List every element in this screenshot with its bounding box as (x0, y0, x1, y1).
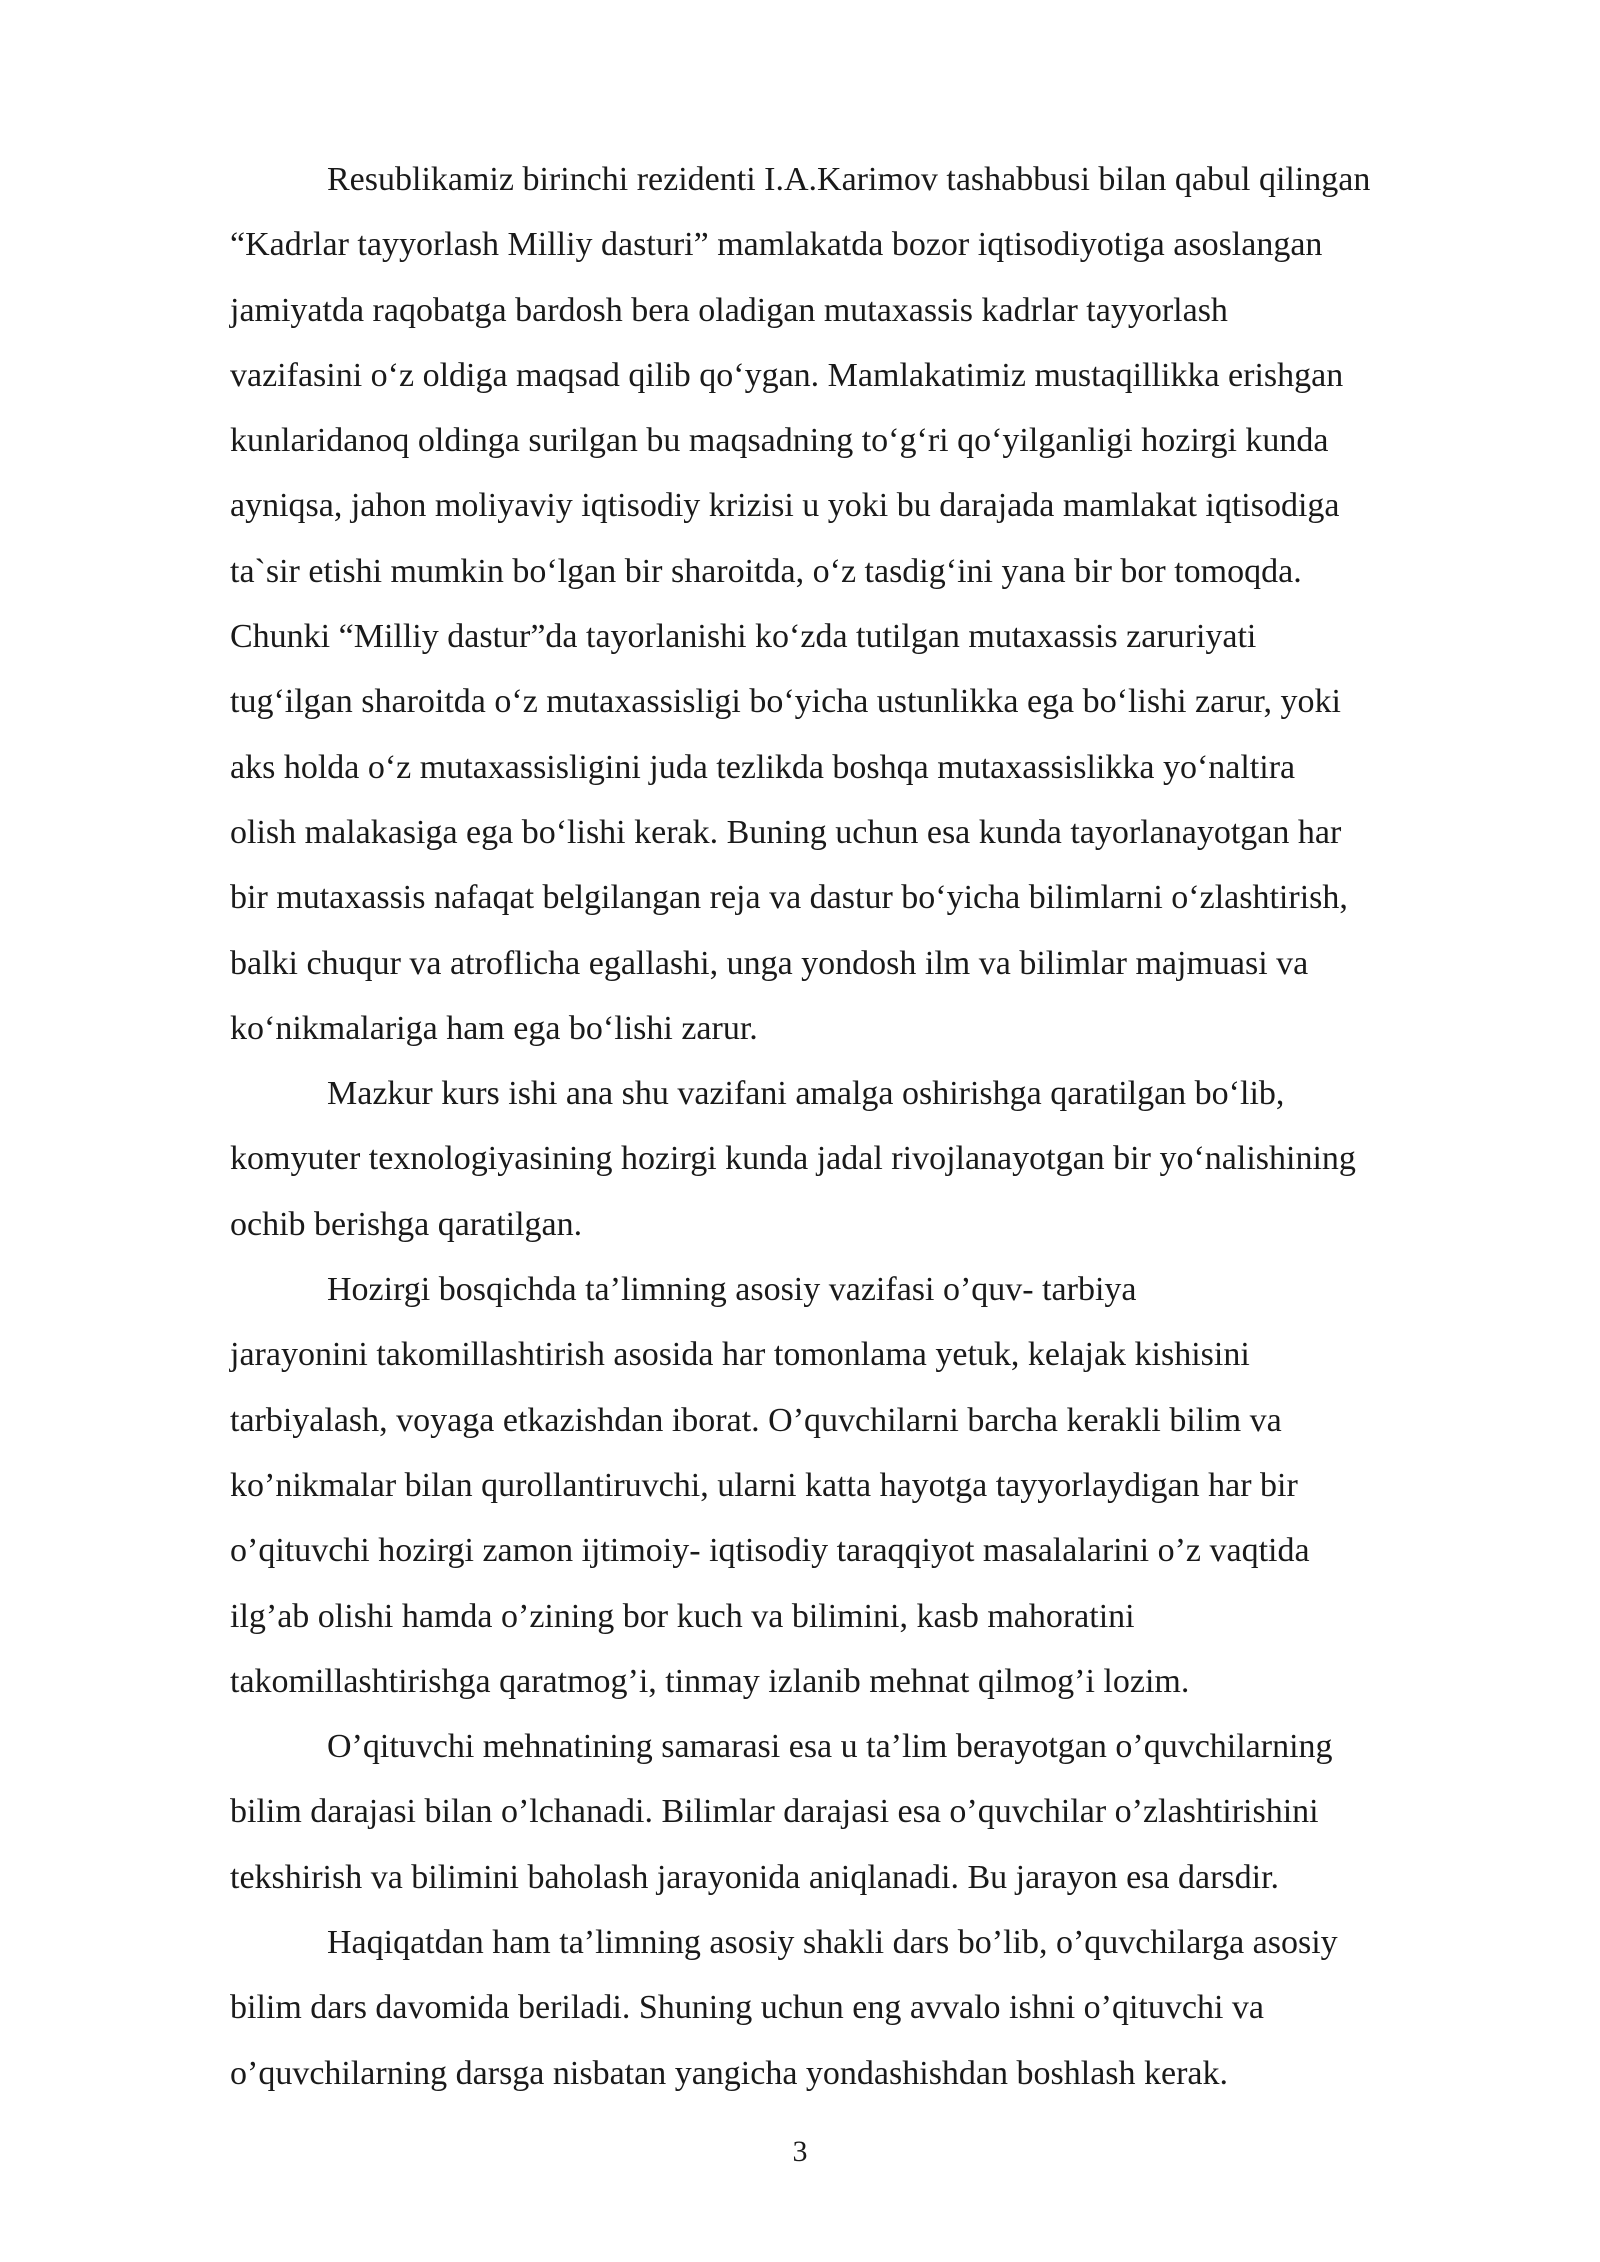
text-line: “Kadrlar tayyorlash Milliy dasturi” mamlakatda bozor iqtisodiyotiga asoslangan (230, 226, 1323, 264)
text-line: bir mutaxassis nafaqat belgilangan reja va dastur bo‘yicha bilimlarni o‘zlashtirish, (230, 879, 1348, 917)
text-line: ko’nikmalar bilan qurollantiruvchi, ularni katta hayotga tayyorlaydigan har bir (230, 1466, 1298, 1504)
text-line: takomillashtirishga qaratmog’i, tinmay izlanib mehnat qilmog’i lozim. (230, 1662, 1190, 1700)
text-line: jarayonini takomillashtirish asosida har tomonlama yetuk, kelajak kishisini (230, 1336, 1250, 1374)
text-line: Haqiqatdan ham ta’limning asosiy shakli dars bo’lib, o’quvchilarga asosiy (327, 1924, 1338, 1962)
paragraph (230, 1714, 1490, 1910)
text-line: ko‘nikmalariga ham ega bo‘lishi zarur. (230, 1009, 758, 1047)
text-line: o’quvchilarning darsga nisbatan yangicha yondashishdan boshlash kerak. (230, 2054, 1229, 2092)
document-body (230, 147, 1490, 2106)
paragraph (230, 1061, 1490, 1257)
text-line: O’qituvchi mehnatining samarasi esa u ta’lim berayotgan o’quvchilarning (327, 1728, 1333, 1766)
text-line: ayniqsa, jahon moliyaviy iqtisodiy krizisi u yoki bu darajada mamlakat iqtisodiga (230, 487, 1340, 525)
text-line: olish malakasiga ega bo‘lishi kerak. Buning uchun esa kunda tayorlanayotgan har (230, 813, 1342, 851)
text-line: kunlaridanoq oldinga surilgan bu maqsadning to‘g‘ri qo‘yilganligi hozirgi kunda (230, 422, 1329, 460)
paragraph (230, 1257, 1490, 1714)
text-line: Chunki “Milliy dastur”da tayorlanishi ko‘zda tutilgan mutaxassis zaruriyati (230, 618, 1257, 656)
text-line: aks holda o‘z mutaxassisligini juda tezlikda boshqa mutaxassislikka yo‘naltira (230, 748, 1296, 786)
text-line: ta`sir etishi mumkin bo‘lgan bir sharoitda, o‘z tasdig‘ini yana bir bor tomoqda. (230, 552, 1302, 590)
text-line: vazifasini o‘z oldiga maqsad qilib qo‘ygan. Mamlakatimiz mustaqillikka erishgan (230, 356, 1344, 394)
paragraph (230, 147, 1490, 1061)
paragraph (230, 1910, 1490, 2106)
text-line: bilim darajasi bilan o’lchanadi. Bilimlar darajasi esa o’quvchilar o’zlashtirishini (230, 1793, 1319, 1831)
text-line: Resublikamiz birinchi rezidenti I.A.Karimov tashabbusi bilan qabul qilingan (327, 161, 1371, 198)
text-line: komyuter texnologiyasining hozirgi kunda jadal rivojlanayotgan bir yo‘nalishining (230, 1140, 1356, 1178)
text-line: tekshirish va bilimini baholash jarayonida aniqlanadi. Bu jarayon esa darsdir. (230, 1858, 1280, 1896)
page-number: 3 (792, 2135, 808, 2168)
text-line: o’qituvchi hozirgi zamon ijtimoiy- iqtisodiy taraqqiyot masalalarini o’z vaqtida (230, 1532, 1310, 1570)
text-line: ilg’ab olishi hamda o’zining bor kuch va bilimini, kasb mahoratini (230, 1597, 1135, 1635)
text-line: Hozirgi bosqichda ta’limning asosiy vazifasi o’quv- tarbiya (327, 1271, 1137, 1309)
text-line: tarbiyalash, voyaga etkazishdan iborat. O’quvchilarni barcha kerakli bilim va (230, 1401, 1282, 1439)
text-line: balki chuqur va atroflicha egallashi, unga yondosh ilm va bilimlar majmuasi va (230, 944, 1309, 982)
text-line: bilim dars davomida beriladi. Shuning uchun eng avvalo ishni o’qituvchi va (230, 1989, 1264, 2027)
text-line: ochib berishga qaratilgan. (230, 1205, 583, 1243)
text-line: tug‘ilgan sharoitda o‘z mutaxassisligi bo‘yicha ustunlikka ega bo‘lishi zarur, yoki (230, 683, 1341, 721)
text-line: jamiyatda raqobatga bardosh bera oladigan mutaxassis kadrlar tayyorlash (230, 291, 1228, 329)
text-line: Mazkur kurs ishi ana shu vazifani amalga oshirishga qaratilgan bo‘lib, (327, 1075, 1285, 1113)
